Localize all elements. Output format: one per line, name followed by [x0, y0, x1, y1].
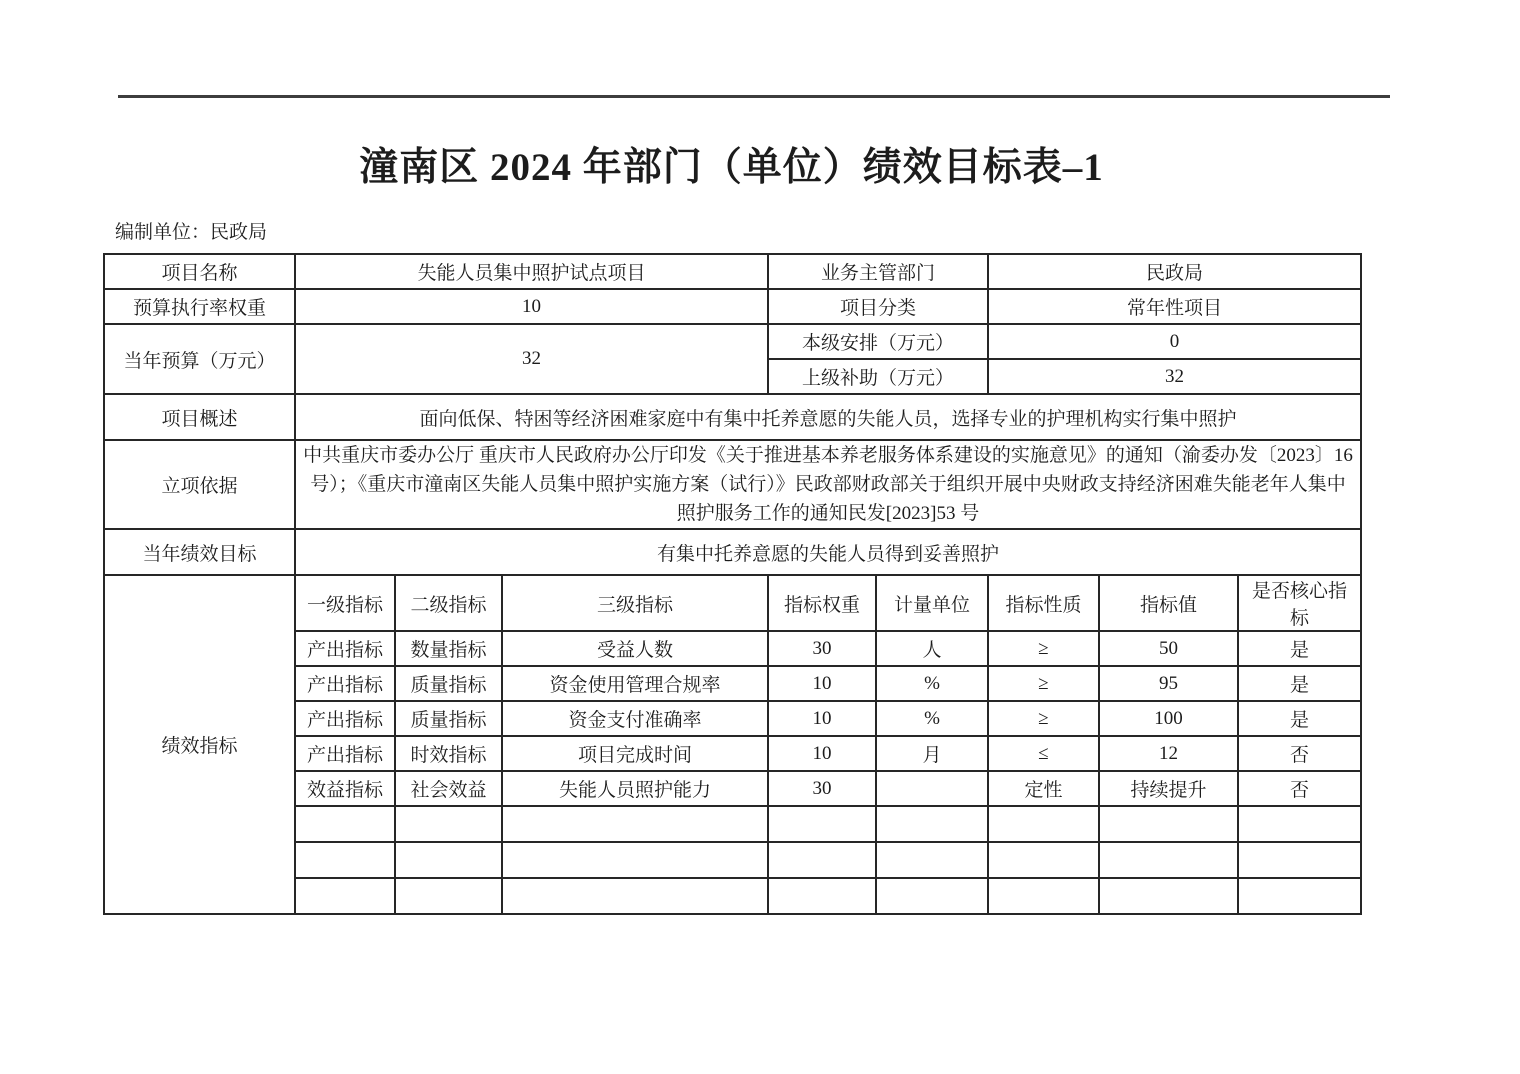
- table-row: [104, 394, 1361, 440]
- empty-cell: [876, 842, 988, 878]
- indicator-cell: 质量指标: [395, 666, 502, 701]
- category-value: 常年性项目: [988, 289, 1361, 324]
- indicator-cell: 10: [768, 736, 876, 771]
- empty-cell: [1238, 806, 1361, 842]
- dept-value: 民政局: [988, 254, 1361, 289]
- indicator-cell: %: [876, 666, 988, 701]
- dept-label: 业务主管部门: [768, 254, 988, 289]
- table-row: [104, 324, 1361, 359]
- indicator-cell: 质量指标: [395, 701, 502, 736]
- indicator-col-header: 计量单位: [876, 575, 988, 631]
- empty-cell: [395, 806, 502, 842]
- empty-cell: [502, 806, 768, 842]
- empty-cell: [502, 842, 768, 878]
- indicator-cell: ≥: [988, 701, 1099, 736]
- indicator-header-row: [104, 575, 1361, 631]
- empty-cell: [988, 878, 1099, 914]
- indicators-section-label: 绩效指标: [104, 575, 295, 914]
- overview-label: 项目概述: [104, 394, 295, 440]
- category-label: 项目分类: [768, 289, 988, 324]
- indicator-cell: 100: [1099, 701, 1238, 736]
- indicator-cell: ≥: [988, 631, 1099, 666]
- empty-cell: [768, 878, 876, 914]
- indicator-cell: 月: [876, 736, 988, 771]
- basis-value: 中共重庆市委办公厅 重庆市人民政府办公厅印发《关于推进基本养老服务体系建设的实施意见》的通知（渝委办发〔2023〕16 号）；《重庆市潼南区失能人员集中照护实施方案（试行）》民政部财政部关于组织开展中央财政支持经济困难失能老年人集中照护服务工作的通知民发[2023]53 号: [295, 440, 1361, 529]
- empty-cell: [1099, 878, 1238, 914]
- annual-budget-label: 当年预算（万元）: [104, 324, 295, 394]
- indicator-cell: 产出指标: [295, 701, 395, 736]
- indicator-cell: 否: [1238, 771, 1361, 806]
- empty-cell: [768, 842, 876, 878]
- performance-target-table: [103, 253, 1362, 915]
- indicator-cell: 30: [768, 771, 876, 806]
- indicator-cell: 10: [768, 701, 876, 736]
- local-arrange-label: 本级安排（万元）: [768, 324, 988, 359]
- indicator-col-header: 是否核心指标: [1238, 575, 1361, 631]
- local-arrange-value: 0: [988, 324, 1361, 359]
- empty-cell: [395, 842, 502, 878]
- basis-label: 立项依据: [104, 440, 295, 529]
- table-row: [104, 289, 1361, 324]
- goal-value: 有集中托养意愿的失能人员得到妥善照护: [295, 529, 1361, 575]
- empty-cell: [876, 806, 988, 842]
- goal-label: 当年绩效目标: [104, 529, 295, 575]
- overview-value: 面向低保、特困等经济困难家庭中有集中托养意愿的失能人员，选择专业的护理机构实行集中照护: [295, 394, 1361, 440]
- indicator-cell: 是: [1238, 701, 1361, 736]
- indicator-col-header: 二级指标: [395, 575, 502, 631]
- indicator-cell: 持续提升: [1099, 771, 1238, 806]
- empty-cell: [1099, 806, 1238, 842]
- indicator-cell: 是: [1238, 666, 1361, 701]
- indicator-cell: ≤: [988, 736, 1099, 771]
- indicator-col-header: 指标性质: [988, 575, 1099, 631]
- indicator-cell: 是: [1238, 631, 1361, 666]
- indicator-cell: 30: [768, 631, 876, 666]
- prepared-by: 编制单位：民政局: [115, 222, 268, 243]
- indicator-cell: 12: [1099, 736, 1238, 771]
- indicator-cell: ≥: [988, 666, 1099, 701]
- indicator-cell: 产出指标: [295, 666, 395, 701]
- header-rule: [118, 95, 1390, 98]
- indicator-cell: 项目完成时间: [502, 736, 768, 771]
- indicator-cell: 社会效益: [395, 771, 502, 806]
- indicator-cell: 10: [768, 666, 876, 701]
- budget-weight-value: 10: [295, 289, 768, 324]
- indicator-cell: 产出指标: [295, 631, 395, 666]
- indicator-cell: [876, 771, 988, 806]
- indicator-cell: 人: [876, 631, 988, 666]
- indicator-col-header: 一级指标: [295, 575, 395, 631]
- indicator-col-header: 指标权重: [768, 575, 876, 631]
- page-title: 潼南区 2024 年部门（单位）绩效目标表–1: [359, 146, 1104, 189]
- indicator-cell: 资金使用管理合规率: [502, 666, 768, 701]
- table-row: [104, 529, 1361, 575]
- empty-cell: [1099, 842, 1238, 878]
- budget-weight-label: 预算执行率权重: [104, 289, 295, 324]
- indicator-col-header: 三级指标: [502, 575, 768, 631]
- empty-cell: [295, 878, 395, 914]
- indicator-cell: 定性: [988, 771, 1099, 806]
- indicator-cell: 数量指标: [395, 631, 502, 666]
- indicator-cell: 95: [1099, 666, 1238, 701]
- indicator-cell: 受益人数: [502, 631, 768, 666]
- indicator-cell: 失能人员照护能力: [502, 771, 768, 806]
- empty-cell: [1238, 842, 1361, 878]
- empty-cell: [988, 842, 1099, 878]
- empty-cell: [988, 806, 1099, 842]
- empty-cell: [395, 878, 502, 914]
- superior-subsidy-label: 上级补助（万元）: [768, 359, 988, 394]
- indicator-cell: 产出指标: [295, 736, 395, 771]
- empty-cell: [295, 842, 395, 878]
- indicator-cell: 时效指标: [395, 736, 502, 771]
- indicator-cell: 资金支付准确率: [502, 701, 768, 736]
- empty-cell: [876, 878, 988, 914]
- superior-subsidy-value: 32: [988, 359, 1361, 394]
- indicator-cell: 否: [1238, 736, 1361, 771]
- table-row: [104, 254, 1361, 289]
- indicator-cell: 效益指标: [295, 771, 395, 806]
- indicator-col-header: 指标值: [1099, 575, 1238, 631]
- empty-cell: [1238, 878, 1361, 914]
- empty-cell: [295, 806, 395, 842]
- annual-budget-value: 32: [295, 324, 768, 394]
- project-name-value: 失能人员集中照护试点项目: [295, 254, 768, 289]
- project-name-label: 项目名称: [104, 254, 295, 289]
- indicator-cell: 50: [1099, 631, 1238, 666]
- table-row: [104, 440, 1361, 529]
- empty-cell: [502, 878, 768, 914]
- empty-cell: [768, 806, 876, 842]
- indicator-cell: %: [876, 701, 988, 736]
